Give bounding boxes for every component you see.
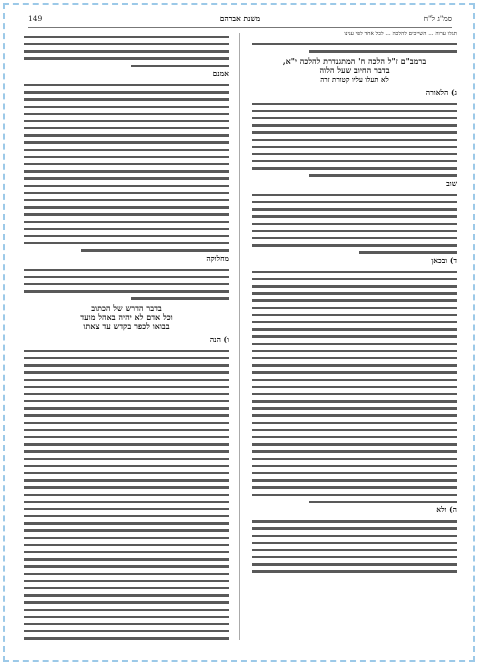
paragraph-lead: שוב [446,178,457,188]
header-rule [28,27,452,28]
opening-paragraph [252,31,457,53]
section-heading [24,304,229,331]
section-heading-line-1: ברמב"ם ז"ל הלכה ח' המתגנדרת להלכה י"א, [282,55,427,66]
section-heading-line-3: לא תעלו עליו קטורת זרה [320,74,389,84]
paragraph-hine [24,336,229,642]
paragraph-amnam [24,70,229,252]
paragraph-lead: אמנם [212,68,229,78]
opening-text: תגלו ערוה ... השייכים להלכה ... לכל אחד לפי ענינו [344,31,457,37]
paragraph-lead: מחלוקה [206,253,229,263]
section-heading-line-2: וכל אדם לא יהיה באהל מועד [80,311,173,322]
paragraph-velo [252,506,457,573]
paragraph-uvechan [252,257,457,503]
paragraph-lead: ה) ולא [436,505,457,515]
paragraph-lead: ג) הלאורה [425,87,457,97]
left-column [24,31,229,642]
section-heading-line-2: בדבר החיוב שעל הלוה [319,64,390,75]
paragraph-machloka [24,255,229,300]
running-title: משנת אברהם [219,14,261,23]
page-number: 149 [28,14,43,23]
page-header [28,14,452,28]
section-heading-line-1: בדבר הדרש של הכתוב [91,302,162,313]
section-heading-line-3: בבואו לכפר בקדש עד צאתו [83,320,170,331]
right-column [252,31,457,642]
section-heading [252,57,457,84]
paragraph-lead: ד) ובכאן [431,255,457,265]
column-divider [239,33,240,640]
continuation-paragraph [24,36,229,67]
paragraph-lead: ו) הנה [209,334,229,344]
paragraph-halaura [252,89,457,177]
section-label: סמ"ג ל"ח [423,14,452,23]
paragraph-shuv [252,180,457,254]
